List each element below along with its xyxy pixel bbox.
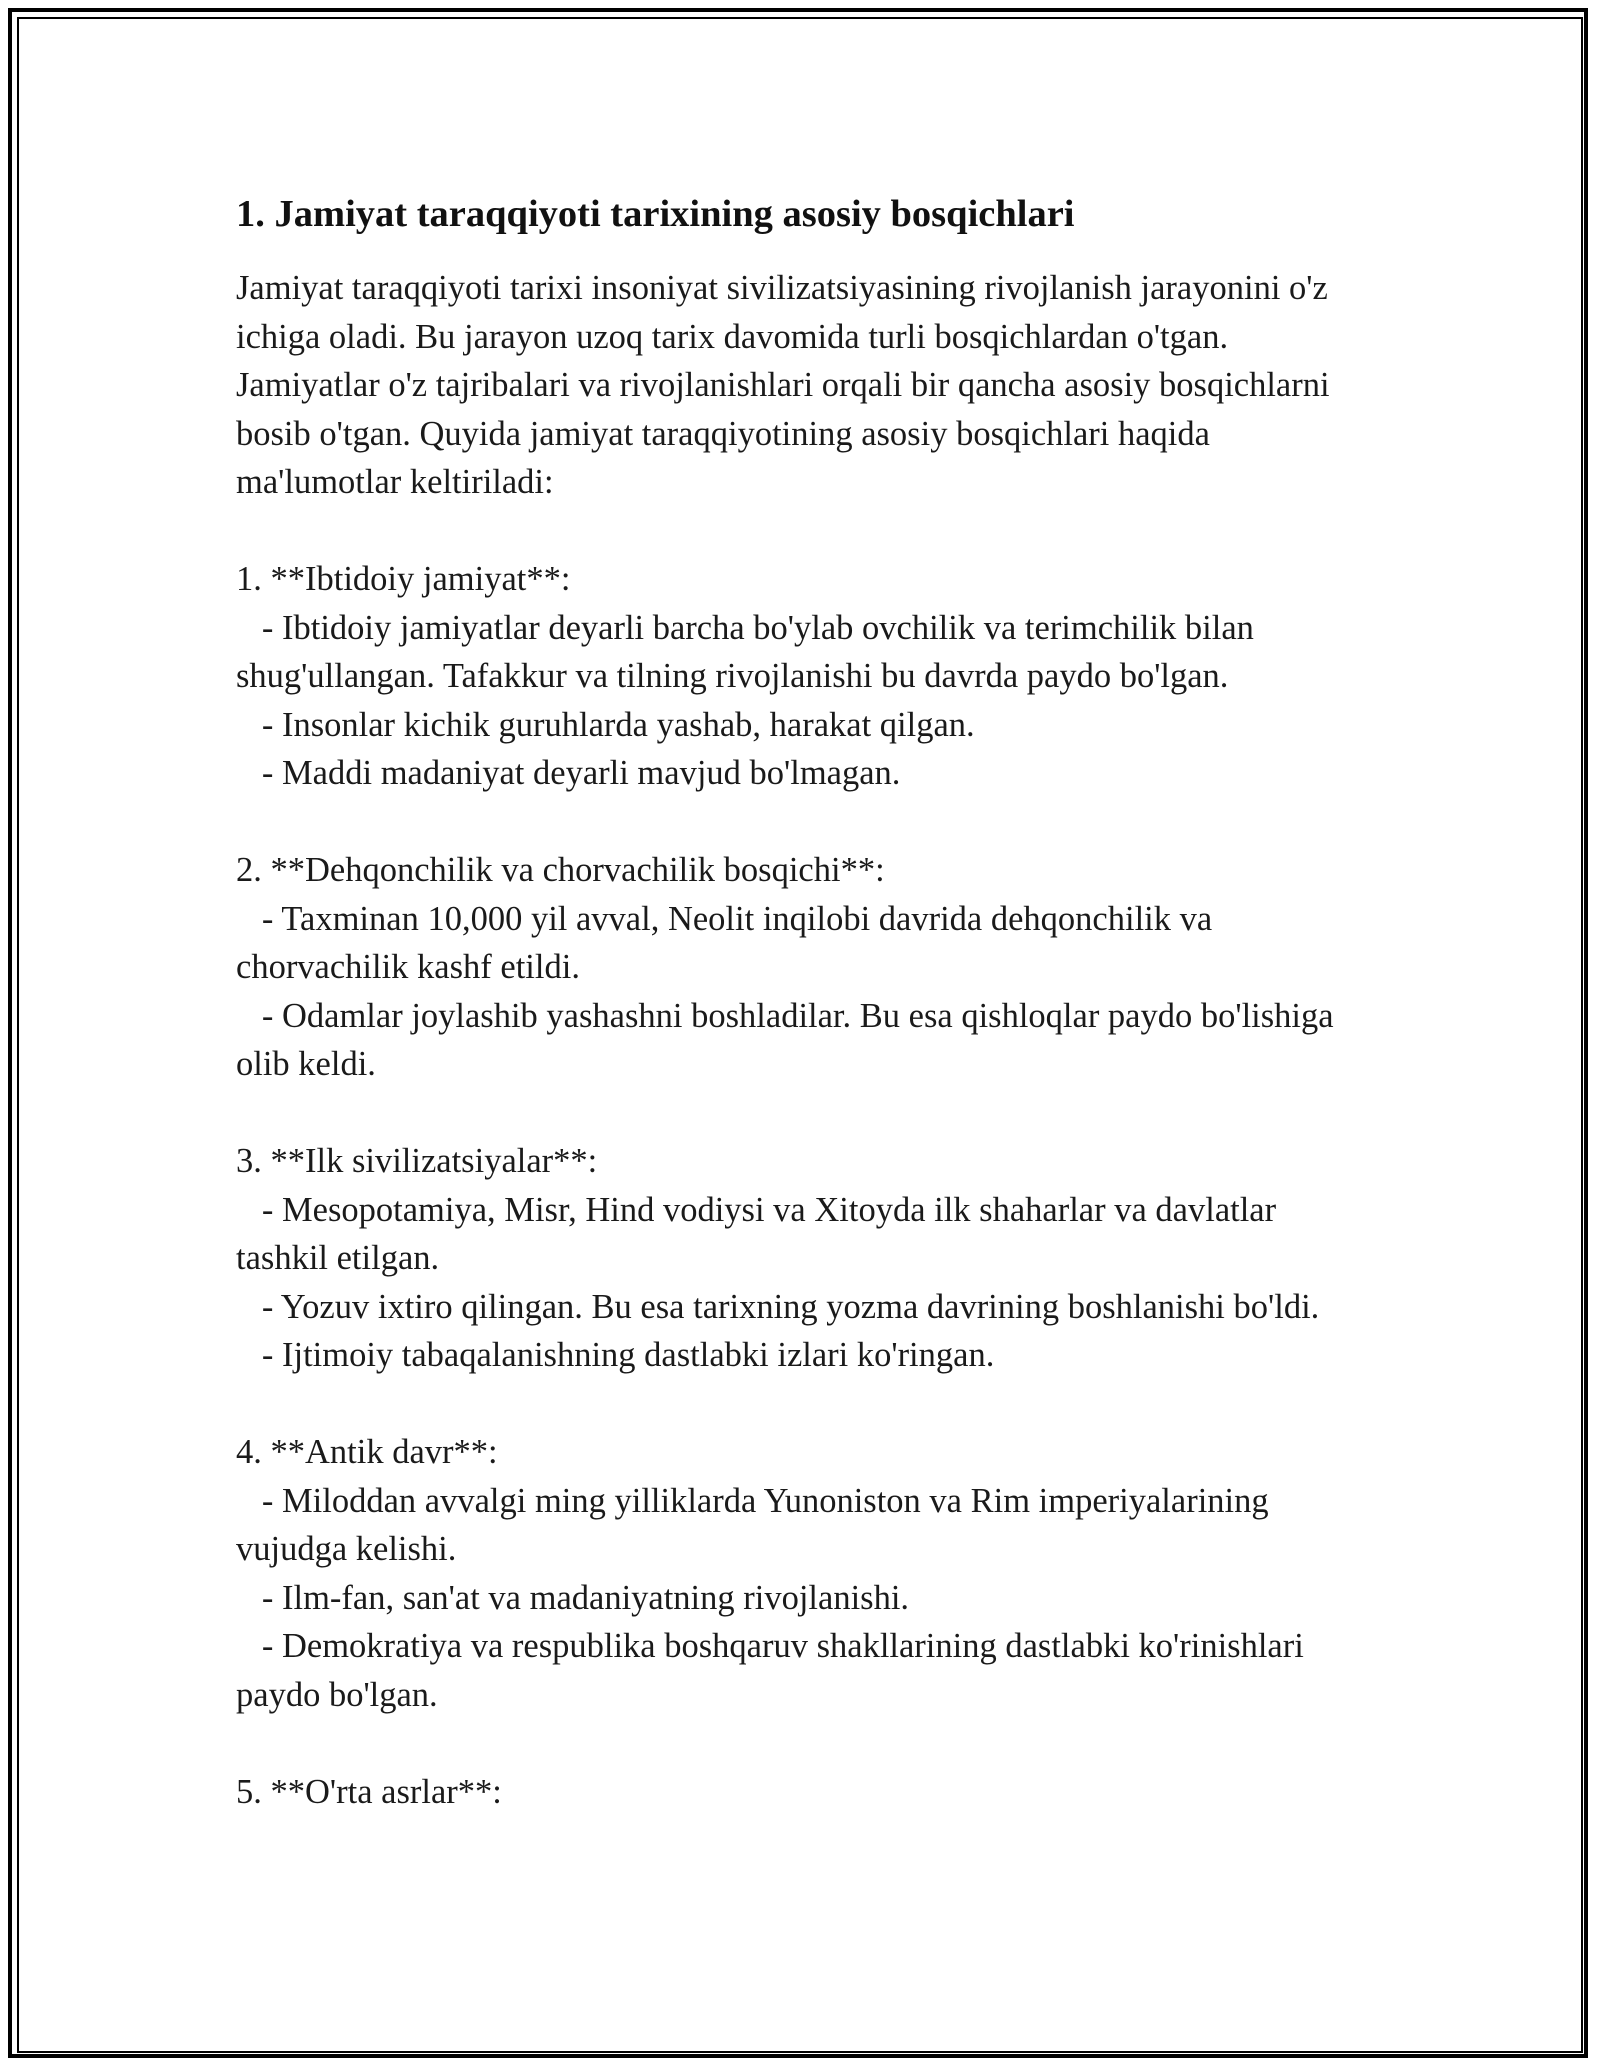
section-heading: 4. **Antik davr**: xyxy=(236,1433,498,1471)
list-item: - Demokratiya va respublika boshqaruv shakllarining dastlabki ko'rinishlari paydo bo'lgan. xyxy=(236,1627,1313,1714)
section-middle-ages xyxy=(236,1768,1366,1817)
list-item: - Mesopotamiya, Misr, Hind vodiysi va Xitoyda ilk shaharlar va davlatlar tashkil etilgan. xyxy=(236,1190,1285,1277)
section-heading: 3. **Ilk sivilizatsiyalar**: xyxy=(236,1142,598,1180)
list-item: - Ibtidoiy jamiyatlar deyarli barcha bo'ylab ovchilik va terimchilik bilan shug'ullangan. Tafakkur va tilning rivojlanishi bu davrda paydo bo'lgan. xyxy=(236,608,1263,695)
document-title: 1. Jamiyat taraqqiyoti tarixining asosiy bosqichlari xyxy=(236,193,1075,235)
list-item: - Ilm-fan, san'at va madaniyatning rivojlanishi. xyxy=(236,1578,910,1617)
list-item: - Ijtimoiy tabaqalanishning dastlabki izlari ko'ringan. xyxy=(236,1336,995,1374)
list-item: - Odamlar joylashib yashashni boshladilar. Bu esa qishloqlar paydo bo'lishiga olib keldi. xyxy=(236,996,1343,1083)
section-agriculture xyxy=(236,846,1366,1089)
section-heading: 2. **Dehqonchilik va chorvachilik bosqichi**: xyxy=(236,851,885,889)
list-item: - Taxminan 10,000 yil avval, Neolit inqilobi davrida dehqonchilik va chorvachilik kashf etildi. xyxy=(236,899,1221,986)
section-primitive-society xyxy=(236,555,1366,798)
section-early-civilizations xyxy=(236,1137,1366,1380)
intro-paragraph: Jamiyat taraqqiyoti tarixi insoniyat sivilizatsiyasining rivojlanish jarayonini o'z ichiga oladi. Bu jarayon uzoq tarix davomida turli bosqichlardan o'tgan. Jamiyatlar o'z tajribalari va rivojlanishlari orqali bir qancha asosiy bosqichlarni bosib o'tgan. Quyida jamiyat taraqqiyotining asosiy bosqichlari haqida ma'lumotlar keltiriladi: xyxy=(236,269,1330,501)
list-item: - Yozuv ixtiro qilingan. Bu esa tarixning yozma davrining boshlanishi bo'ldi. xyxy=(236,1287,1320,1326)
section-heading: 1. **Ibtidoiy jamiyat**: xyxy=(236,560,571,598)
section-antiquity xyxy=(236,1428,1366,1719)
list-item: - Insonlar kichik guruhlarda yashab, harakat qilgan. xyxy=(236,705,975,744)
list-item: - Miloddan avvalgi ming yilliklarda Yunoniston va Rim imperiyalarining vujudga kelishi. xyxy=(236,1481,1278,1568)
list-item: - Maddi madaniyat deyarli mavjud bo'lmagan. xyxy=(236,754,901,792)
section-heading: 5. **O'rta asrlar**: xyxy=(236,1772,502,1811)
document-body xyxy=(236,190,1366,1865)
